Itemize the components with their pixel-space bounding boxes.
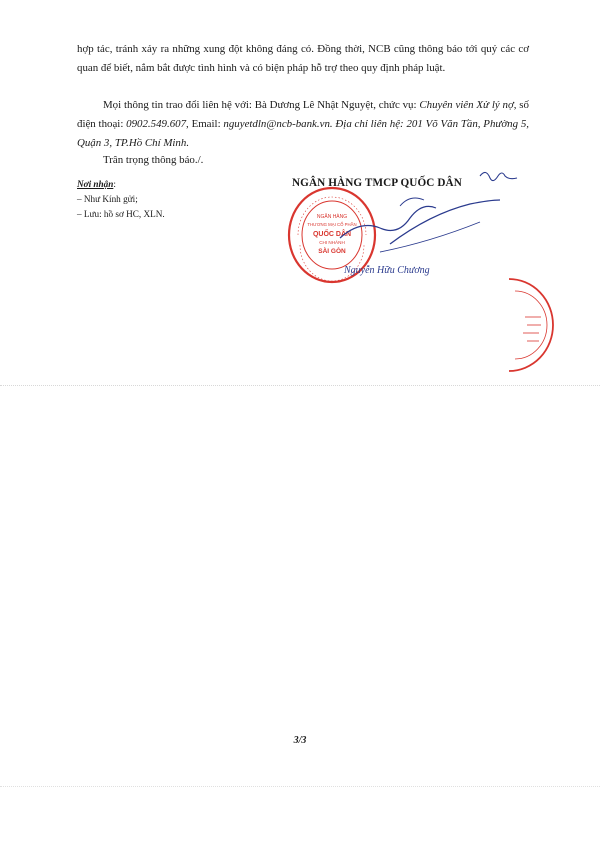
- recipients-colon: :: [113, 179, 116, 189]
- page-number: 3/3: [293, 735, 307, 746]
- recipient-item: – Lưu: hồ sơ HC, XLN.: [77, 209, 165, 219]
- contact-position: Chuyên viên Xử lý nợ: [419, 99, 514, 111]
- contact-email: nguyetdln@ncb-bank.vn: [223, 118, 330, 130]
- recipients-heading: Nơi nhận: [77, 179, 114, 189]
- scan-fold-line: [0, 385, 600, 386]
- contact-phone: 0902.549.607: [126, 118, 187, 130]
- svg-text:CHI NHÁNH: CHI NHÁNH: [319, 240, 345, 245]
- closing-text: Trân trọng thông báo./.: [103, 154, 204, 166]
- contact-address: . Địa chỉ liên hệ: 201 Võ Văn Tần, Phường 5, Quận 3, TP.Hồ Chí Minh.: [77, 118, 530, 149]
- contact-email-label: , Email:: [186, 118, 224, 130]
- svg-text:THƯƠNG MẠI CỔ PHẦN: THƯƠNG MẠI CỔ PHẦN: [307, 222, 357, 227]
- signer-name: Nguyễn Hữu Chương: [344, 265, 430, 276]
- svg-text:SÀI GÒN: SÀI GÒN: [318, 248, 346, 255]
- signer-organization: NGÂN HÀNG TMCP QUỐC DÂN: [292, 177, 462, 189]
- contact-prefix: Mọi thông tin trao đổi liên hệ với: Bà Dương Lê Nhật Nguyệt, chức vụ:: [103, 99, 420, 111]
- side-seal: [507, 277, 555, 373]
- recipient-item: – Như Kính gửi;: [77, 194, 138, 204]
- recipients-block: [77, 177, 165, 222]
- scan-fold-line: [0, 786, 600, 787]
- contact-phone-label: , số điện thoại:: [77, 99, 529, 130]
- contact-paragraph: [77, 96, 529, 153]
- continuation-text: hợp tác, tránh xảy ra những xung đột không đáng có. Đồng thời, NCB cũng thông báo tới quý các cơ quan để biết, nắm bắt được tình hình và có biện pháp hỗ trợ theo quy định pháp luật.: [77, 43, 529, 74]
- svg-text:QUỐC DÂN: QUỐC DÂN: [312, 231, 352, 238]
- svg-text:NGÂN HÀNG: NGÂN HÀNG: [316, 214, 348, 220]
- continuation-paragraph: [77, 40, 529, 78]
